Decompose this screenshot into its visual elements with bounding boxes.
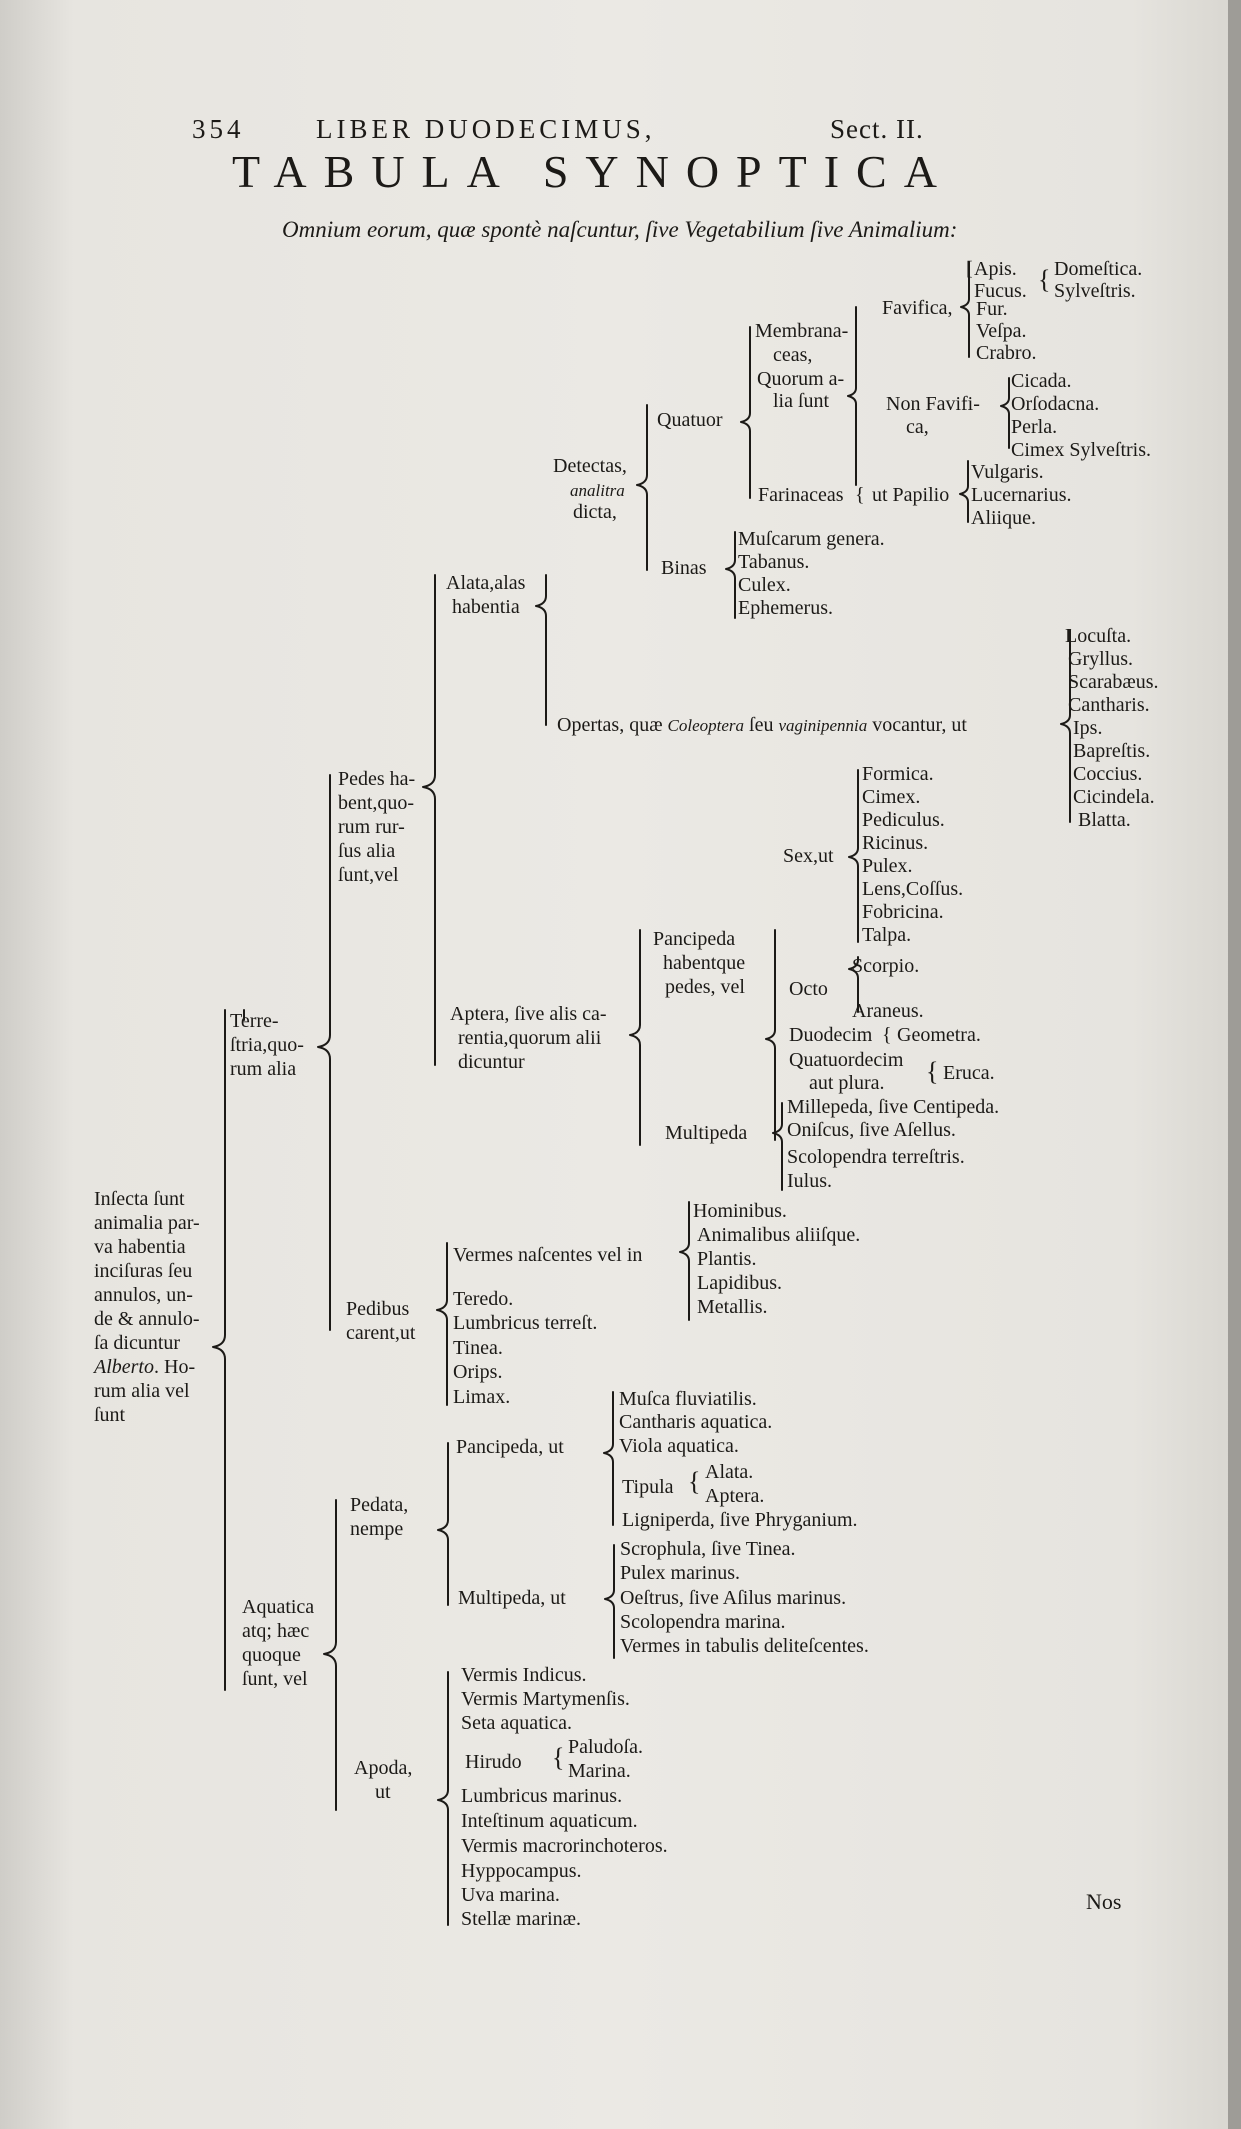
brace-glyph: {: [688, 1467, 701, 1496]
list-item: Gryllus.: [1068, 648, 1133, 670]
opertas-line: [557, 714, 967, 737]
list-item: Coccius.: [1073, 763, 1143, 785]
table-title: TABULA SYNOPTICA: [232, 146, 954, 197]
pancipeda-t-line-3: pedes, vel: [665, 976, 745, 998]
pedes-line-2: bent,quo-: [338, 792, 415, 814]
table-subtitle: Omnium eorum, quæ spontè naſcuntur, ſive Vegetabilium ſive Animalium:: [282, 217, 958, 242]
list-item: Cantharis aquatica.: [619, 1411, 773, 1433]
apoda-line-1: Apoda,: [354, 1757, 413, 1779]
list-item: Orſodacna.: [1011, 393, 1100, 415]
brace-glyph: {: [926, 1057, 939, 1086]
apoda-line-2: ut: [375, 1781, 391, 1803]
list-item: Tinea.: [453, 1337, 503, 1359]
list-item: Lucernarius.: [971, 484, 1072, 506]
list-item: Veſpa.: [976, 320, 1027, 342]
list-item: Vermis Indicus.: [461, 1664, 587, 1686]
list-item: Vulgaris.: [971, 461, 1044, 483]
multipeda-aquatica-label: Multipeda, ut: [458, 1587, 566, 1609]
ligniperda-label: Ligniperda, ſive Phryganium.: [622, 1509, 858, 1531]
list-item: Crabro.: [976, 342, 1037, 364]
list-item: Metallis.: [697, 1296, 768, 1318]
root-line-10: ſunt: [94, 1404, 126, 1426]
list-item: Inteſtinum aquaticum.: [461, 1810, 638, 1832]
list-item: Marina.: [568, 1760, 631, 1782]
list-item: Ips.: [1073, 717, 1103, 739]
list-item: Hyppocampus.: [461, 1860, 582, 1882]
apis-label: Apis.: [974, 258, 1017, 280]
ut-papilio-label: ut Papilio: [872, 484, 950, 506]
brace-glyph: {: [1038, 265, 1051, 294]
root-line-2: animalia par-: [94, 1212, 200, 1234]
terrestria-line-1: Terre-: [230, 1010, 279, 1032]
list-item: Oeſtrus, ſive Aſilus marinus.: [620, 1587, 847, 1609]
list-item: Culex.: [738, 574, 791, 596]
aquatica-line-3: quoque: [242, 1644, 301, 1666]
list-item: Scolopendra terreſtris.: [787, 1146, 965, 1168]
aquatica-line-4: ſunt, vel: [242, 1668, 308, 1690]
sylvestris-label: Sylveſtris.: [1054, 280, 1136, 302]
membranaceas-line-4: lia ſunt: [773, 390, 830, 412]
list-item: Aliique.: [971, 507, 1036, 529]
list-item: Lens,Coſſus.: [862, 878, 964, 900]
root-line-3: va habentia: [94, 1236, 186, 1258]
membranaceas-line-3: Quorum a-: [757, 368, 845, 390]
list-item: Uva marina.: [461, 1884, 560, 1906]
list-item: Teredo.: [453, 1288, 514, 1310]
list-item: Hominibus.: [693, 1200, 787, 1222]
sex-label: Sex,ut: [783, 845, 834, 867]
list-item: Animalibus aliiſque.: [697, 1224, 861, 1246]
list-item: Talpa.: [862, 924, 912, 946]
hirudo-label: Hirudo: [465, 1751, 522, 1773]
list-item: Limax.: [453, 1386, 511, 1408]
list-item: Cicada.: [1011, 370, 1072, 392]
aptera-line-2: rentia,quorum alii: [458, 1027, 602, 1049]
eruca-label: Eruca.: [943, 1062, 995, 1084]
fucus-label: Fucus.: [974, 280, 1027, 302]
list-item: Lumbricus terreſt.: [453, 1312, 598, 1334]
list-item: Blatta.: [1078, 809, 1131, 831]
quatuordecim-line-2: aut plura.: [809, 1072, 885, 1094]
nonfavifica-line-2: ca,: [906, 416, 929, 438]
pancipeda-aquatica-label: Pancipeda, ut: [456, 1436, 564, 1458]
root-line-5: annulos, un-: [94, 1284, 193, 1306]
terrestria-line-2: ſtria,quo-: [230, 1034, 304, 1056]
list-item: Millepeda, ſive Centipeda.: [787, 1096, 1000, 1118]
root-line-8: [94, 1356, 195, 1379]
domestica-label: Domeſtica.: [1054, 258, 1143, 280]
list-item: Fur.: [976, 298, 1008, 320]
list-item: Formica.: [862, 763, 934, 785]
list-item: Iulus.: [787, 1170, 832, 1192]
pedata-line-2: nempe: [350, 1518, 404, 1540]
list-item: Scrophula, ſive Tinea.: [620, 1538, 796, 1560]
membranaceas-line-1: Membrana-: [755, 320, 849, 342]
duodecim-label: Duodecim: [789, 1024, 873, 1046]
multipeda-t-label: Multipeda: [665, 1122, 748, 1144]
brace-glyph: {: [855, 484, 865, 506]
list-item: Pulex.: [862, 855, 913, 877]
pedata-line-1: Pedata,: [350, 1494, 409, 1516]
list-item: Perla.: [1011, 416, 1058, 438]
list-item: Aptera.: [705, 1485, 765, 1507]
running-title: LIBER DUODECIMUS,: [316, 114, 656, 144]
list-item: Bapreſtis.: [1073, 740, 1151, 762]
pedibus-line-2: carent,ut: [346, 1322, 416, 1344]
root-line-8-rest: . Ho-: [154, 1356, 196, 1378]
list-item: Seta aquatica.: [461, 1712, 573, 1734]
list-item: Scorpio.: [852, 955, 920, 977]
root-line-1: Inſecta ſunt: [94, 1188, 185, 1210]
binas-label: Binas: [661, 557, 707, 579]
terrestria-line-3: rum alia: [230, 1058, 297, 1080]
list-item: Locuſta.: [1065, 625, 1132, 647]
opertas-e: vocantur, ut: [867, 714, 967, 736]
list-item: Muſcarum genera.: [738, 528, 885, 550]
list-item: Pulex marinus.: [620, 1562, 740, 1584]
pancipeda-t-line-2: habentque: [663, 952, 746, 974]
opertas-c: ſeu: [744, 714, 779, 736]
aptera-line-3: dicuntur: [458, 1051, 525, 1073]
geometra-label: Geometra.: [897, 1024, 981, 1046]
pedibus-line-1: Pedibus: [346, 1298, 410, 1320]
vaginipennia-term: vaginipennia: [778, 716, 868, 735]
root-line-9: rum alia vel: [94, 1380, 190, 1402]
list-item: Ricinus.: [862, 832, 929, 854]
farinaceas-label: Farinaceas: [758, 484, 844, 506]
list-item: Scarabæus.: [1068, 671, 1159, 693]
favifica-label: Favifica,: [882, 297, 953, 319]
octo-label: Octo: [789, 978, 828, 1000]
list-item: Cicindela.: [1073, 786, 1155, 808]
list-item: Pediculus.: [862, 809, 945, 831]
list-item: Stellæ marinæ.: [461, 1908, 581, 1930]
list-item: Cantharis.: [1068, 694, 1150, 716]
list-item: Vermis macrorinchoteros.: [461, 1835, 668, 1857]
quatuordecim-line-1: Quatuordecim: [789, 1049, 904, 1071]
list-item: Vermes in tabulis deliteſcentes.: [620, 1635, 869, 1657]
pedes-line-4: ſus alia: [338, 840, 396, 862]
list-item: Muſca fluviatilis.: [619, 1388, 757, 1410]
list-item: Paludoſa.: [568, 1736, 643, 1758]
brace-glyph: [: [966, 258, 973, 280]
membranaceas-line-2: ceas,: [773, 344, 813, 366]
list-item: Ephemerus.: [738, 597, 833, 619]
list-item: Alata.: [705, 1461, 754, 1483]
page-number: 354: [192, 114, 245, 144]
list-item: Vermis Martymenſis.: [461, 1688, 630, 1710]
nonfavifica-line-1: Non Favifi-: [886, 393, 980, 415]
coleoptera-term: Coleoptera: [667, 716, 745, 735]
book-spine-edge: [1228, 0, 1241, 2129]
catchword: Nos: [1086, 1889, 1122, 1914]
opertas-a: Opertas, quæ: [557, 714, 663, 736]
list-item: Cimex.: [862, 786, 921, 808]
tipula-label: Tipula: [622, 1476, 674, 1498]
list-item: Oniſcus, ſive Aſellus.: [787, 1119, 956, 1141]
root-line-6: de & annulo-: [94, 1308, 200, 1330]
detectas-line-2: analitra: [570, 481, 625, 500]
aptera-line-1: Aptera, ſive alis ca-: [450, 1003, 607, 1025]
root-line-4: inciſuras ſeu: [94, 1260, 193, 1282]
list-item: Lapidibus.: [697, 1272, 782, 1294]
detectas-line-1: Detectas,: [553, 455, 627, 477]
aquatica-line-2: atq; hæc: [242, 1620, 310, 1642]
pedes-line-5: ſunt,vel: [338, 864, 399, 886]
list-item: Fobricina.: [862, 901, 944, 923]
list-item: Orips.: [453, 1361, 503, 1383]
vermes-nascentes-label: Vermes naſcentes vel in: [453, 1244, 643, 1266]
aquatica-line-1: Aquatica: [242, 1596, 315, 1618]
brace-glyph: {: [552, 1743, 565, 1772]
quatuor-label: Quatuor: [657, 409, 723, 431]
pancipeda-t-line-1: Pancipeda: [653, 928, 736, 950]
pedes-line-3: rum rur-: [338, 816, 405, 838]
list-item: Cimex Sylveſtris.: [1011, 439, 1151, 461]
detectas-line-3: dicta,: [573, 501, 617, 523]
list-item: Lumbricus marinus.: [461, 1785, 623, 1807]
pedes-line-1: Pedes ha-: [338, 768, 416, 790]
list-item: Viola aquatica.: [619, 1435, 739, 1457]
brace-glyph: {: [882, 1024, 892, 1046]
root-line-7: ſa dicuntur: [94, 1332, 181, 1354]
alberto-name: Alberto: [94, 1356, 154, 1378]
alata-line-1: Alata,alas: [446, 572, 526, 594]
list-item: Plantis.: [697, 1248, 757, 1270]
list-item: Scolopendra marina.: [620, 1611, 786, 1633]
section-label: Sect. II.: [830, 114, 924, 144]
alata-line-2: habentia: [452, 596, 520, 618]
list-item: Araneus.: [852, 1000, 924, 1022]
list-item: Tabanus.: [738, 551, 810, 573]
